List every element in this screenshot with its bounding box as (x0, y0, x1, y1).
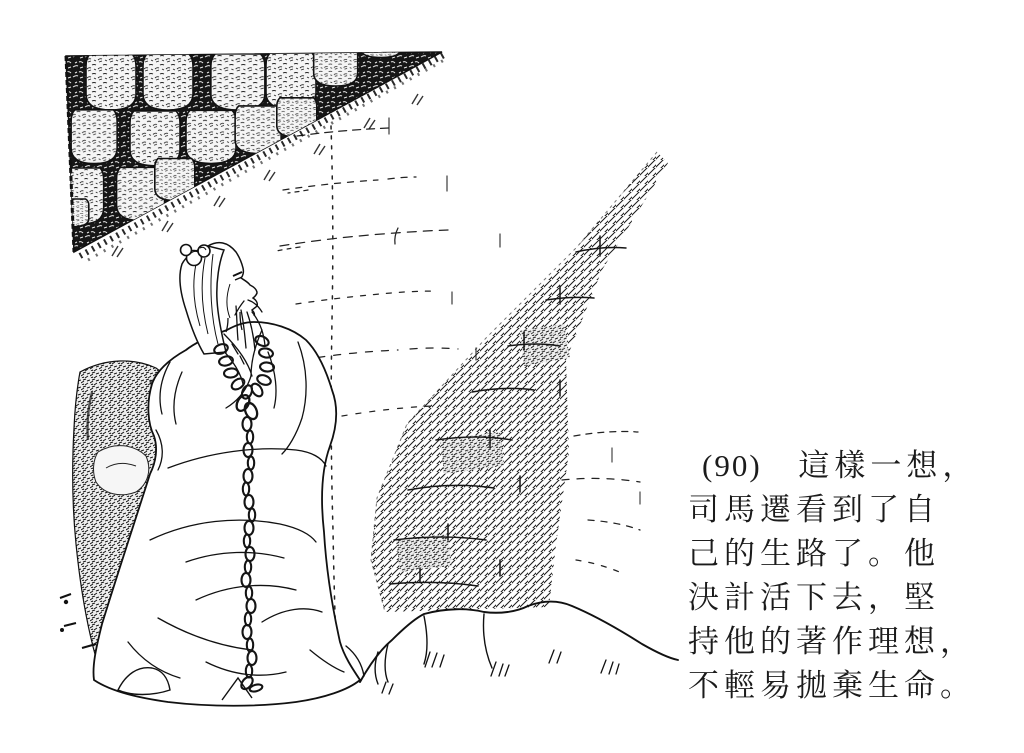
ground-rocks (346, 602, 678, 695)
eyebrow (233, 272, 242, 276)
caption-line: 決計活下去，堅 (688, 580, 940, 615)
caption (688, 444, 1022, 708)
caption-line (688, 444, 1022, 488)
caption-line: 己的生路了。他 (688, 536, 940, 571)
panel-number: (90) (702, 448, 762, 483)
wall-shadow-band (371, 152, 668, 612)
caption-text: 這樣一想， (798, 448, 979, 483)
caption-line: 不輕易拋棄生命。 (688, 668, 976, 703)
roof-eave-tiles (49, 27, 446, 260)
caption-line: 持他的著作理想， (688, 624, 976, 659)
caption-line: 司馬遷看到了自 (688, 492, 940, 527)
